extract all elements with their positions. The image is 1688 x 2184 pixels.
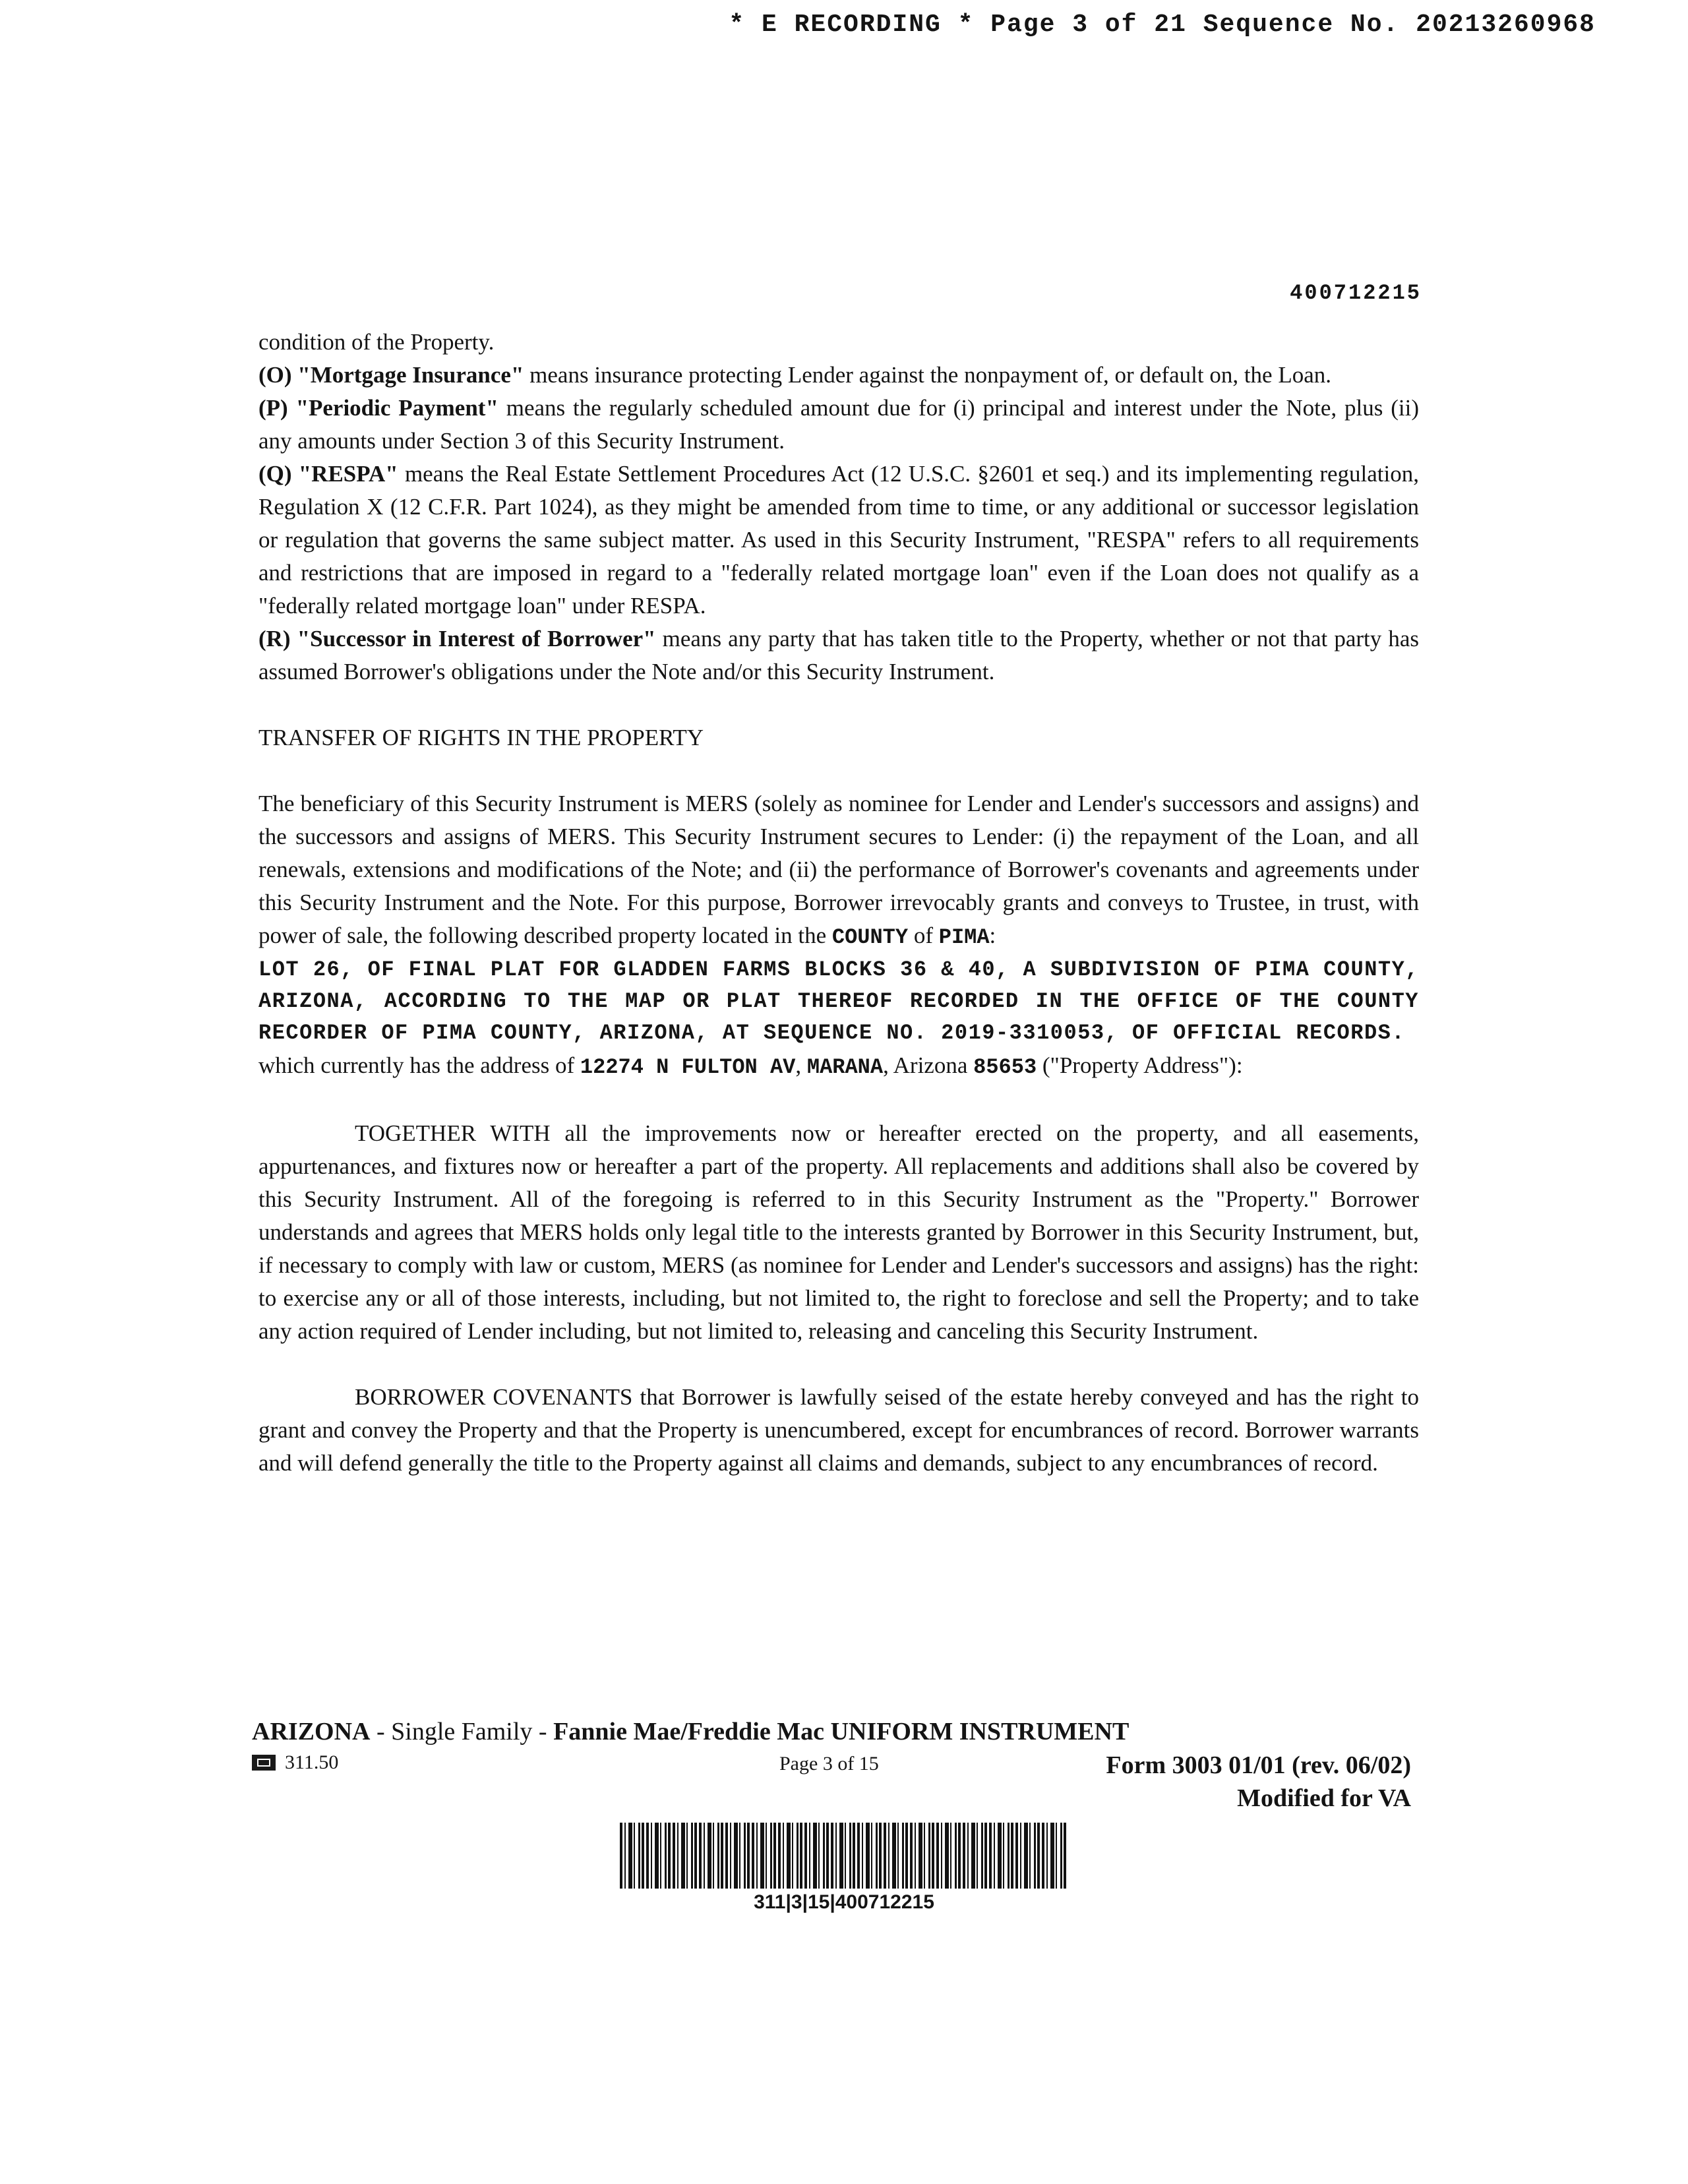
loan-number: 400712215 <box>1290 281 1422 305</box>
borrower-covenants-paragraph: BORROWER COVENANTS that Borrower is lawfully seised of the estate hereby conveyed and has the right to grant and convey the Property and that the Property is unencumbered, except for encumbrances of record. Borrower warrants and will defend generally the title to the Property against all claims and demands, subject to any encumbrances of record. <box>258 1384 1419 1476</box>
legal-description: LOT 26, OF FINAL PLAT FOR GLADDEN FARMS BLOCKS 36 & 40, A SUBDIVISION OF PIMA COUNTY, ARIZONA, ACCORDING TO THE MAP OR PLAT THEREOF RECORDED IN THE OFFICE OF THE COUNTY RECORDER OF PIMA COUNTY, ARIZONA, AT SEQUENCE NO. 2019-3310053, OF OFFICIAL RECORDS. <box>258 957 1419 1045</box>
footer-state: ARIZONA <box>252 1718 371 1745</box>
address-suffix: ("Property Address"): <box>1037 1052 1243 1078</box>
definition-text: means the regularly scheduled amount due for (i) principal and interest under the Note, plus (ii) any amounts under Section 3 of this Security Instrument. <box>258 395 1419 454</box>
footer-form <box>1106 1749 1411 1815</box>
address-sep: , <box>795 1052 807 1078</box>
county-colon: : <box>989 923 996 948</box>
transfer-paragraph <box>258 787 1419 954</box>
footer-code-number: 311.50 <box>285 1751 339 1773</box>
form-logo-icon <box>252 1755 276 1771</box>
barcode-number: 311|3|15|400712215 <box>754 1891 934 1913</box>
definition-term: (R) "Successor in Interest of Borrower" <box>258 626 656 652</box>
definition-periodic-payment <box>258 392 1419 458</box>
address-prefix: which currently has the address of <box>258 1052 580 1078</box>
footer-instrument: Fannie Mae/Freddie Mac UNIFORM INSTRUMENT <box>553 1718 1130 1745</box>
footer-type: - Single Family - <box>370 1718 554 1745</box>
definition-respa <box>258 458 1419 622</box>
address-state: , Arizona <box>883 1052 974 1078</box>
definition-mortgage-insurance <box>258 359 1419 392</box>
section-heading: TRANSFER OF RIGHTS IN THE PROPERTY <box>258 725 704 750</box>
footer-page-number: Page 3 of 15 <box>779 1753 879 1774</box>
form-number: Form 3003 01/01 (rev. 06/02) <box>1106 1751 1411 1779</box>
definition-successor <box>258 622 1419 688</box>
footer-title <box>252 1717 1129 1746</box>
together-paragraph: TOGETHER WITH all the improvements now or hereafter erected on the property, and all easements, appurtenances, and fixtures now or hereafter a part of the property. All replacements and additions shall also be covered by this Security Instrument. All of the foregoing is referred to in this Security Instrument as the "Property." Borrower understands and agrees that MERS holds only legal title to the interests granted by Borrower in this Security Instrument, but, if necessary to comply with law or custom, MERS (as nominee for Lender and Lender's successors and assigns) has the right: to exercise any or all of those interests, including, but not limited to, the right to foreclose and sell the Property; and to take any action required of Lender including, but not limited to, releasing and canceling this Security Instrument. <box>258 1120 1419 1344</box>
county-name: PIMA <box>938 925 990 950</box>
address-street: 12274 N FULTON AV <box>580 1055 796 1079</box>
definition-term: (Q) "RESPA" <box>258 461 398 487</box>
transfer-text: The beneficiary of this Security Instrument is MERS (solely as nominee for Lender and Lender's successors and assigns) and the successors and assigns of MERS. This Security Instrument secures to Lender: (i) the repayment of the Loan, and all renewals, extensions and modifications of the Note; and (ii) the performance of Borrower's covenants and agreements under this Security Instrument and the Note. For this purpose, Borrower irrevocably grants and conveys to Trustee, in trust, with power of sale, the following described property located in the <box>258 791 1419 948</box>
definition-text: means insurance protecting Lender against the nonpayment of, or default on, the Loan. <box>524 362 1331 388</box>
recording-stamp: * E RECORDING * Page 3 of 21 Sequence No. 20213260968 <box>729 11 1596 39</box>
definition-term: (O) "Mortgage Insurance" <box>258 362 524 388</box>
county-of: of <box>908 923 939 948</box>
condition-line: condition of the Property. <box>258 329 495 355</box>
document-body <box>258 326 1419 1480</box>
property-address-line <box>258 1049 1419 1084</box>
definition-text: means any party that has taken title to the Property, whether or not that party has assumed Borrower's obligations under the Note and/or this Security Instrument. <box>258 626 1419 684</box>
barcode <box>620 1823 1068 1889</box>
definition-term: (P) "Periodic Payment" <box>258 395 498 421</box>
form-modified: Modified for VA <box>1237 1784 1411 1812</box>
definition-text: means the Real Estate Settlement Procedures Act (12 U.S.C. §2601 et seq.) and its implementing regulation, Regulation X (12 C.F.R. Part 1024), as they might be amended from time to time, or any additional or successor legislation or regulation that governs the same subject matter. As used in this Security Instrument, "RESPA" refers to all requirements and restrictions that are imposed in regard to a "federally related mortgage loan" even if the Loan does not qualify as a "federally related mortgage loan" under RESPA. <box>258 461 1419 619</box>
county-label: COUNTY <box>831 925 909 950</box>
footer-code <box>252 1751 338 1774</box>
address-zip: 85653 <box>973 1055 1037 1079</box>
address-city: MARANA <box>806 1055 884 1079</box>
